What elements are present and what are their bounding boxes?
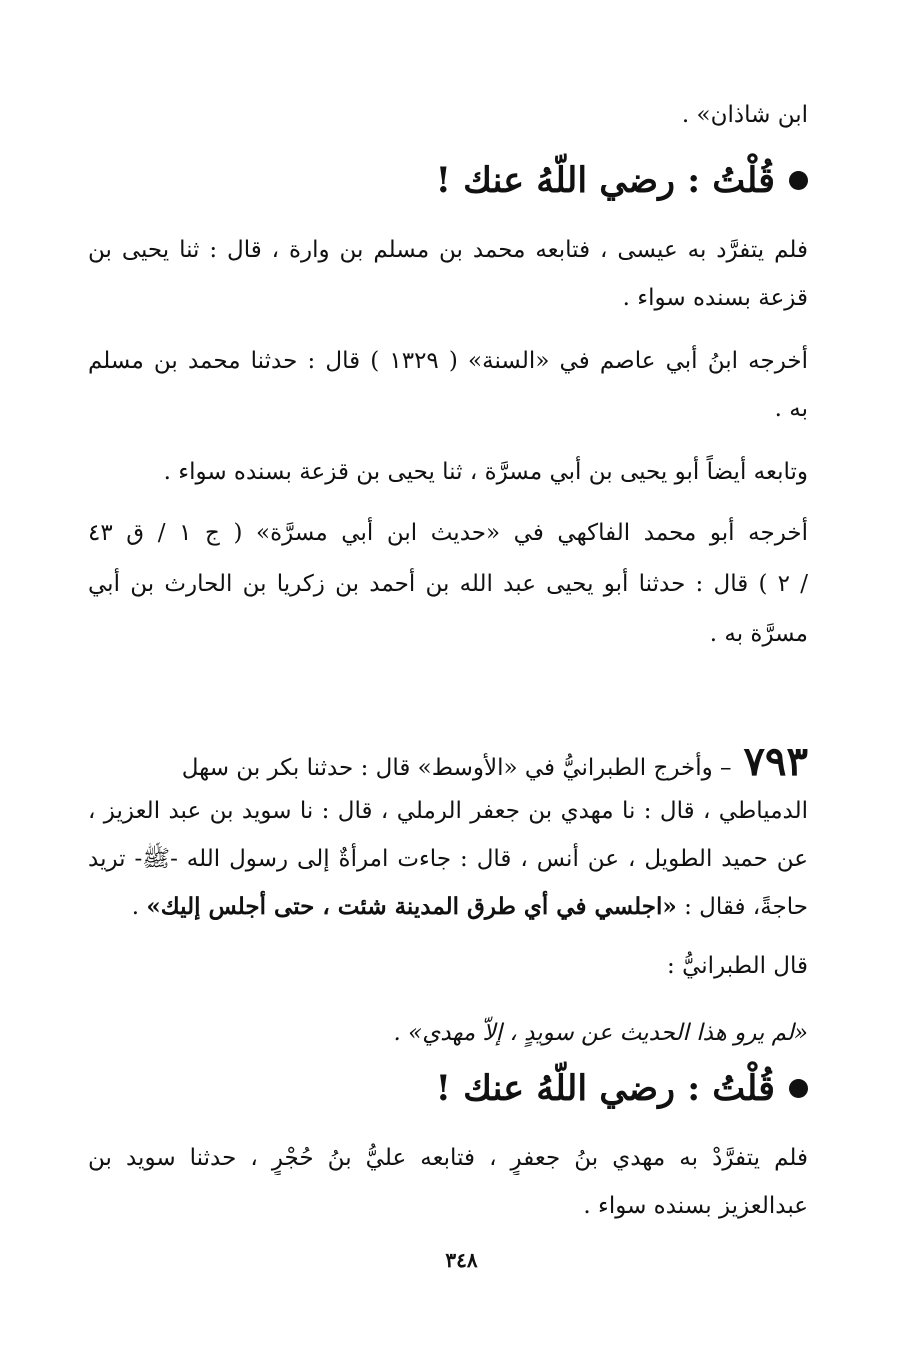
hadith-text: – وأخرج الطبرانيُّ في «الأوسط» قال : حدثنا بكر بن سهل xyxy=(181,755,732,781)
continuation-line: ابن شاذان» . xyxy=(681,102,808,128)
paragraph-line: قزعة بسنده سواء . xyxy=(622,285,808,311)
bullet-icon xyxy=(789,171,808,190)
heading-text: قُلْتُ : رضي اللّهُ عنك ! xyxy=(435,160,775,201)
section-heading xyxy=(436,1064,808,1114)
paragraph-line: فلم يتفرَّد به عيسى ، فتابعه محمد بن مسلم بن وارة ، قال : ثنا يحيى بن xyxy=(88,237,808,263)
paragraph-line: فلم يتفرَّدْ به مهدي بنُ جعفرٍ ، فتابعه عليُّ بنُ حُجْرٍ ، حدثنا سويد بن xyxy=(88,1145,808,1171)
paragraph-line: عبدالعزيز بسنده سواء . xyxy=(583,1193,808,1219)
hadith-first-line xyxy=(88,740,808,790)
paragraph-line: / ٢ ) قال : حدثنا أبو يحيى عبد الله بن أحمد بن زكريا بن الحارث بن أبي xyxy=(88,571,808,597)
heading-text: قُلْتُ : رضي اللّهُ عنك ! xyxy=(435,1068,775,1109)
paragraph-line: وتابعه أيضاً أبو يحيى بن أبي مسرَّة ، ثنا يحيى بن قزعة بسنده سواء . xyxy=(163,459,808,485)
paragraph-line: مسرَّة به . xyxy=(709,621,808,647)
paragraph-line: أخرجه ابنُ أبي عاصم في «السنة» ( ١٣٢٩ ) قال : حدثنا محمد بن مسلم xyxy=(88,348,808,374)
hadith-text: حاجةً، فقال : xyxy=(676,894,808,920)
paragraph-line: أخرجه أبو محمد الفاكهي في «حديث ابن أبي مسرَّة» ( ج ١ / ق ٤٣ xyxy=(88,520,808,546)
section-heading xyxy=(436,156,808,206)
tabarani-quote: «لم يرو هذا الحديث عن سويدٍ ، إلاَّ مهدي» . xyxy=(393,1020,808,1046)
hadith-line: عن حميد الطويل ، عن أنس ، قال : جاءت امرأةٌ إلى رسول الله -ﷺ- تريد xyxy=(88,846,808,872)
hadith-text: . xyxy=(131,894,147,920)
bullet-icon xyxy=(789,1079,808,1098)
tabarani-said: قال الطبرانيُّ : xyxy=(667,953,808,979)
page-number: ٣٤٨ xyxy=(445,1248,478,1272)
hadith-line xyxy=(88,890,808,924)
hadith-number: ٧٩٣ xyxy=(743,740,808,785)
hadith-quote: «اجلسي في أي طرق المدينة شئت ، حتى أجلس إليك» xyxy=(146,893,677,920)
paragraph-line: به . xyxy=(774,396,808,422)
hadith-line: الدمياطي ، قال : نا مهدي بن جعفر الرملي ، قال : نا سويد بن عبد العزيز ، xyxy=(88,798,808,824)
